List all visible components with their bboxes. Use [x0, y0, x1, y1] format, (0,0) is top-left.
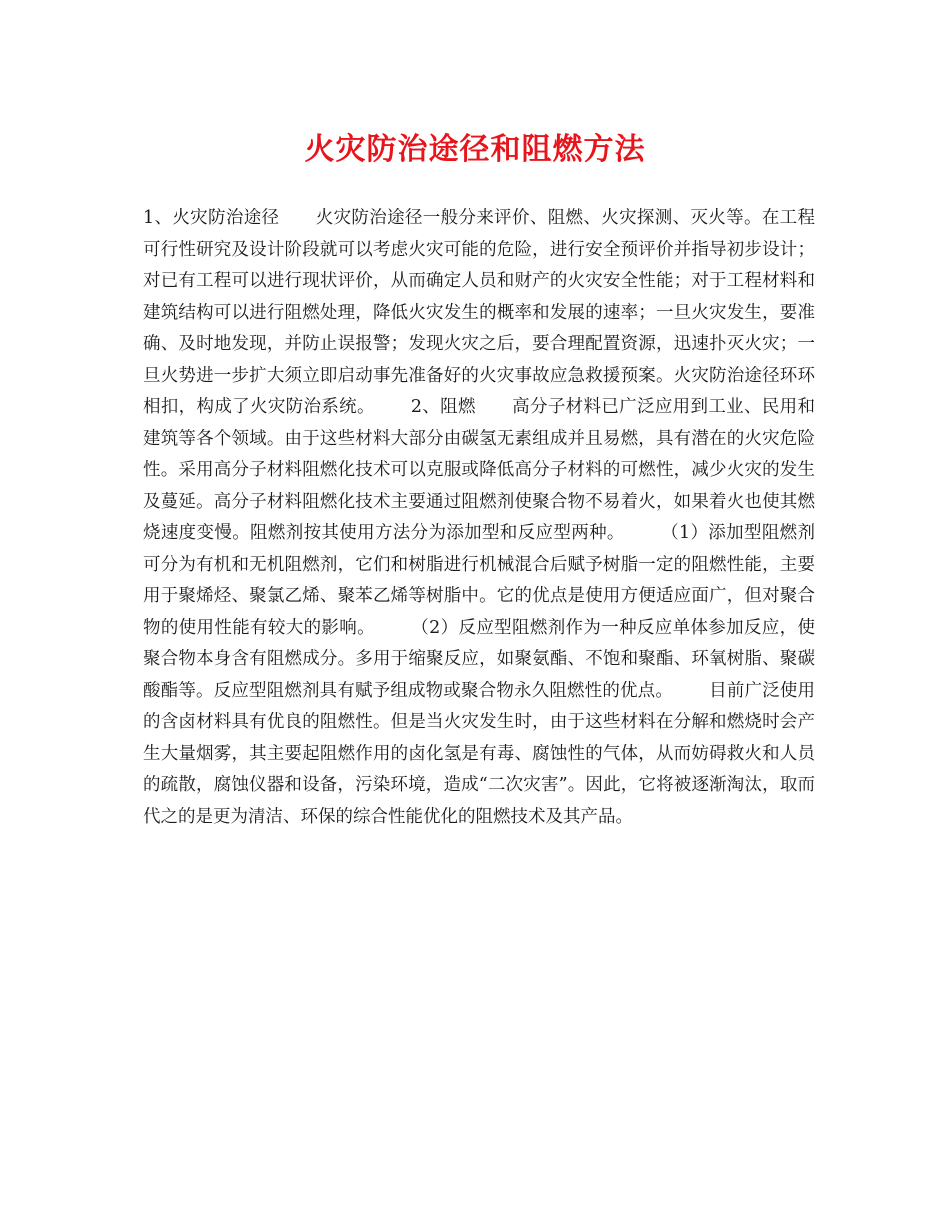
- paragraph-reactive-retardant: （2）反应型阻燃剂作为一种反应单体参加反应，使聚合物本身含有阻燃成分。多用于缩聚反应，如聚氨酯、不饱和聚酯、环氧树脂、聚碳酸酯等。反应型阻燃剂具有赋予组成物或聚合物永久阻燃性的优点。: [143, 617, 815, 701]
- paragraph-flame-retardant: 高分子材料已广泛应用到工业、民用和建筑等各个领域。由于这些材料大部分由碳氢无素组成并且易燃，具有潜在的火灾危险性。采用高分子材料阻燃化技术可以克服或降低高分子材料的可燃性，减少火灾的发生及蔓延。高分子材料阻燃化技术主要通过阻燃剂使聚合物不易着火，如果着火也使其燃烧速度变慢。阻燃剂按其使用方法分为添加型和反应型两种。: [143, 397, 816, 543]
- paragraph-fire-prevention: 火灾防治途径一般分来评价、阻燃、火灾探测、灭火等。在工程可行性研究及设计阶段就可以考虑火灾可能的危险，进行安全预评价并指导初步设计；对已有工程可以进行现状评价，从而确定人员和财产的火灾安全性能；对于工程材料和建筑结构可以进行阻燃处理，降低火灾发生的概率和发展的速率；一旦火灾发生，要准确、及时地发现，并防止误报警；发现火灾之后，要合理配置资源，迅速扑灭火灾；一旦火势进一步扩大须立即启动事先准备好的火灾事故应急救援预案。火灾防治途径环环相扣，构成了火灾防治系统。: [143, 208, 816, 417]
- document-title: 火灾防治途径和阻燃方法: [304, 132, 646, 167]
- document-body: [143, 203, 815, 833]
- paragraph-additive-retardant: （1）添加型阻燃剂可分为有机和无机阻燃剂，它们和树脂进行机械混合后赋予树脂一定的阻燃性能，主要用于聚烯烃、聚氯乙烯、聚苯乙烯等树脂中。它的优点是使用方便适应面广，但对聚合物的使用性能有较大的影响。: [143, 523, 816, 638]
- section-heading-fire-prevention: 1、火灾防治途径: [143, 208, 280, 228]
- paragraph-halogen-materials: 目前广泛使用的含卤材料具有优良的阻燃性。但是当火灾发生时，由于这些材料在分解和燃烧时会产生大量烟雾，其主要起阻燃作用的卤化氢是有毒、腐蚀性的气体，从而妨碍救火和人员的疏散，腐蚀仪器和设备，污染环境，造成“二次灾害”。因此，它将被逐渐淘汰，取而代之的是更为清洁、环保的综合性能优化的阻燃技术及其产品。: [143, 680, 815, 827]
- section-heading-flame-retardant: 2、阻燃: [410, 397, 476, 417]
